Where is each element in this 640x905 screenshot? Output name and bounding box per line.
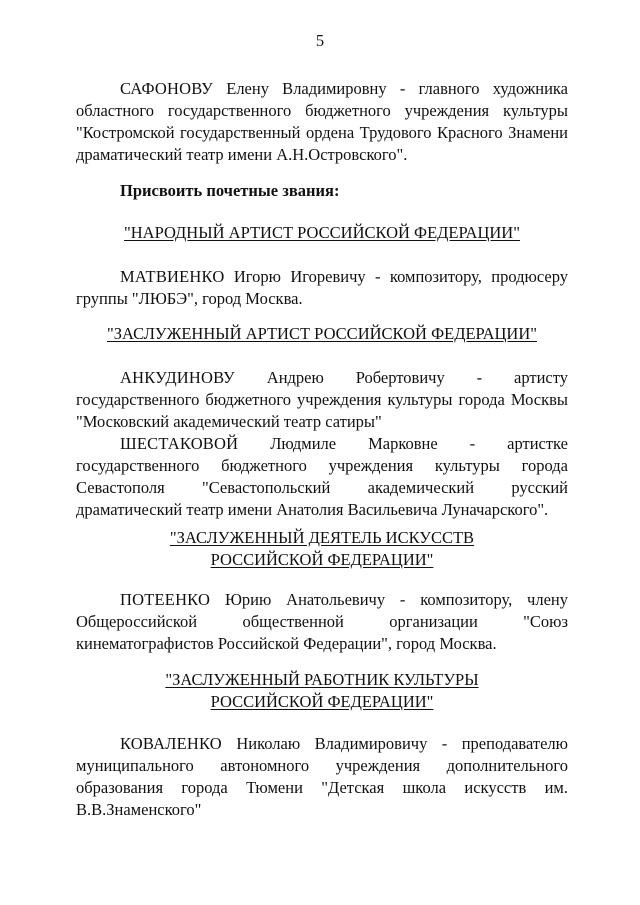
section-title-honored-art-worker xyxy=(76,527,568,571)
person-surname: САФОНОВУ xyxy=(120,79,213,98)
entry-paragraph xyxy=(76,266,568,310)
section-title-line: "ЗАСЛУЖЕННЫЙ ДЕЯТЕЛЬ ИСКУССТВ xyxy=(169,528,475,547)
intro-paragraph xyxy=(76,78,568,166)
section-title-people-artist xyxy=(76,222,568,244)
section-entries-people-artist xyxy=(76,266,568,310)
paragraph-text: Игорю Игоревичу - композитору, продюсеру группы "ЛЮБЭ", город Москва. xyxy=(76,267,568,308)
page-number: 5 xyxy=(315,31,325,50)
person-surname: ШЕСТАКОВОЙ xyxy=(120,434,239,453)
section-title-honored-artist xyxy=(76,323,568,345)
paragraph-text: Людмиле Марковне - артистке государственного бюджетного учреждения культуры города Севастополя "Севастопольский академический русский драматический театр имени Анатолия Васильевича Луначарского". xyxy=(76,434,568,519)
paragraph-text: Юрию Анатольевичу - композитору, члену Общероссийской общественной организации "Союз кинематографистов Российской Федерации", город Москва. xyxy=(76,590,568,653)
person-surname: МАТВИЕНКО xyxy=(120,267,225,286)
section-title-line: РОССИЙСКОЙ ФЕДЕРАЦИИ" xyxy=(210,692,434,711)
person-surname: КОВАЛЕНКО xyxy=(120,734,222,753)
entry-paragraph xyxy=(76,433,568,521)
person-surname: АНКУДИНОВУ xyxy=(120,368,235,387)
entry-paragraph xyxy=(76,367,568,433)
entry-paragraph xyxy=(76,589,568,655)
paragraph xyxy=(76,78,568,166)
person-surname: ПОТЕЕНКО xyxy=(120,590,211,609)
section-entries-honored-artist xyxy=(76,367,568,521)
section-title-line: "ЗАСЛУЖЕННЫЙ РАБОТНИК КУЛЬТУРЫ xyxy=(165,670,479,689)
section-title-line: "НАРОДНЫЙ АРТИСТ РОССИЙСКОЙ ФЕДЕРАЦИИ" xyxy=(124,223,520,242)
paragraph-text: Николаю Владимировичу - преподавателю муниципального автономного учреждения дополнительного образования города Тюмени "Детская школа искусств им. В.В.Знаменского" xyxy=(76,734,568,819)
paragraph-text: Елену Владимировну - главного художника областного государственного бюджетного учреждения культуры "Костромской государственный ордена Трудового Красного Знамени драматический театр имени А.Н.Островского". xyxy=(76,79,568,164)
section-title-honored-culture-worker xyxy=(76,669,568,713)
section-entries-honored-culture-worker xyxy=(76,733,568,821)
award-heading: Присвоить почетные звания: xyxy=(120,181,340,200)
section-entries-honored-art-worker xyxy=(76,589,568,655)
entry-paragraph xyxy=(76,733,568,821)
section-title-line: РОССИЙСКОЙ ФЕДЕРАЦИИ" xyxy=(210,550,434,569)
award-heading-block xyxy=(76,180,568,202)
paragraph-text: Андрею Робертовичу - артисту государственного бюджетного учреждения культуры города Москвы "Московский академический театр сатиры" xyxy=(76,368,568,431)
section-title-line: "ЗАСЛУЖЕННЫЙ АРТИСТ РОССИЙСКОЙ ФЕДЕРАЦИИ" xyxy=(107,324,537,343)
